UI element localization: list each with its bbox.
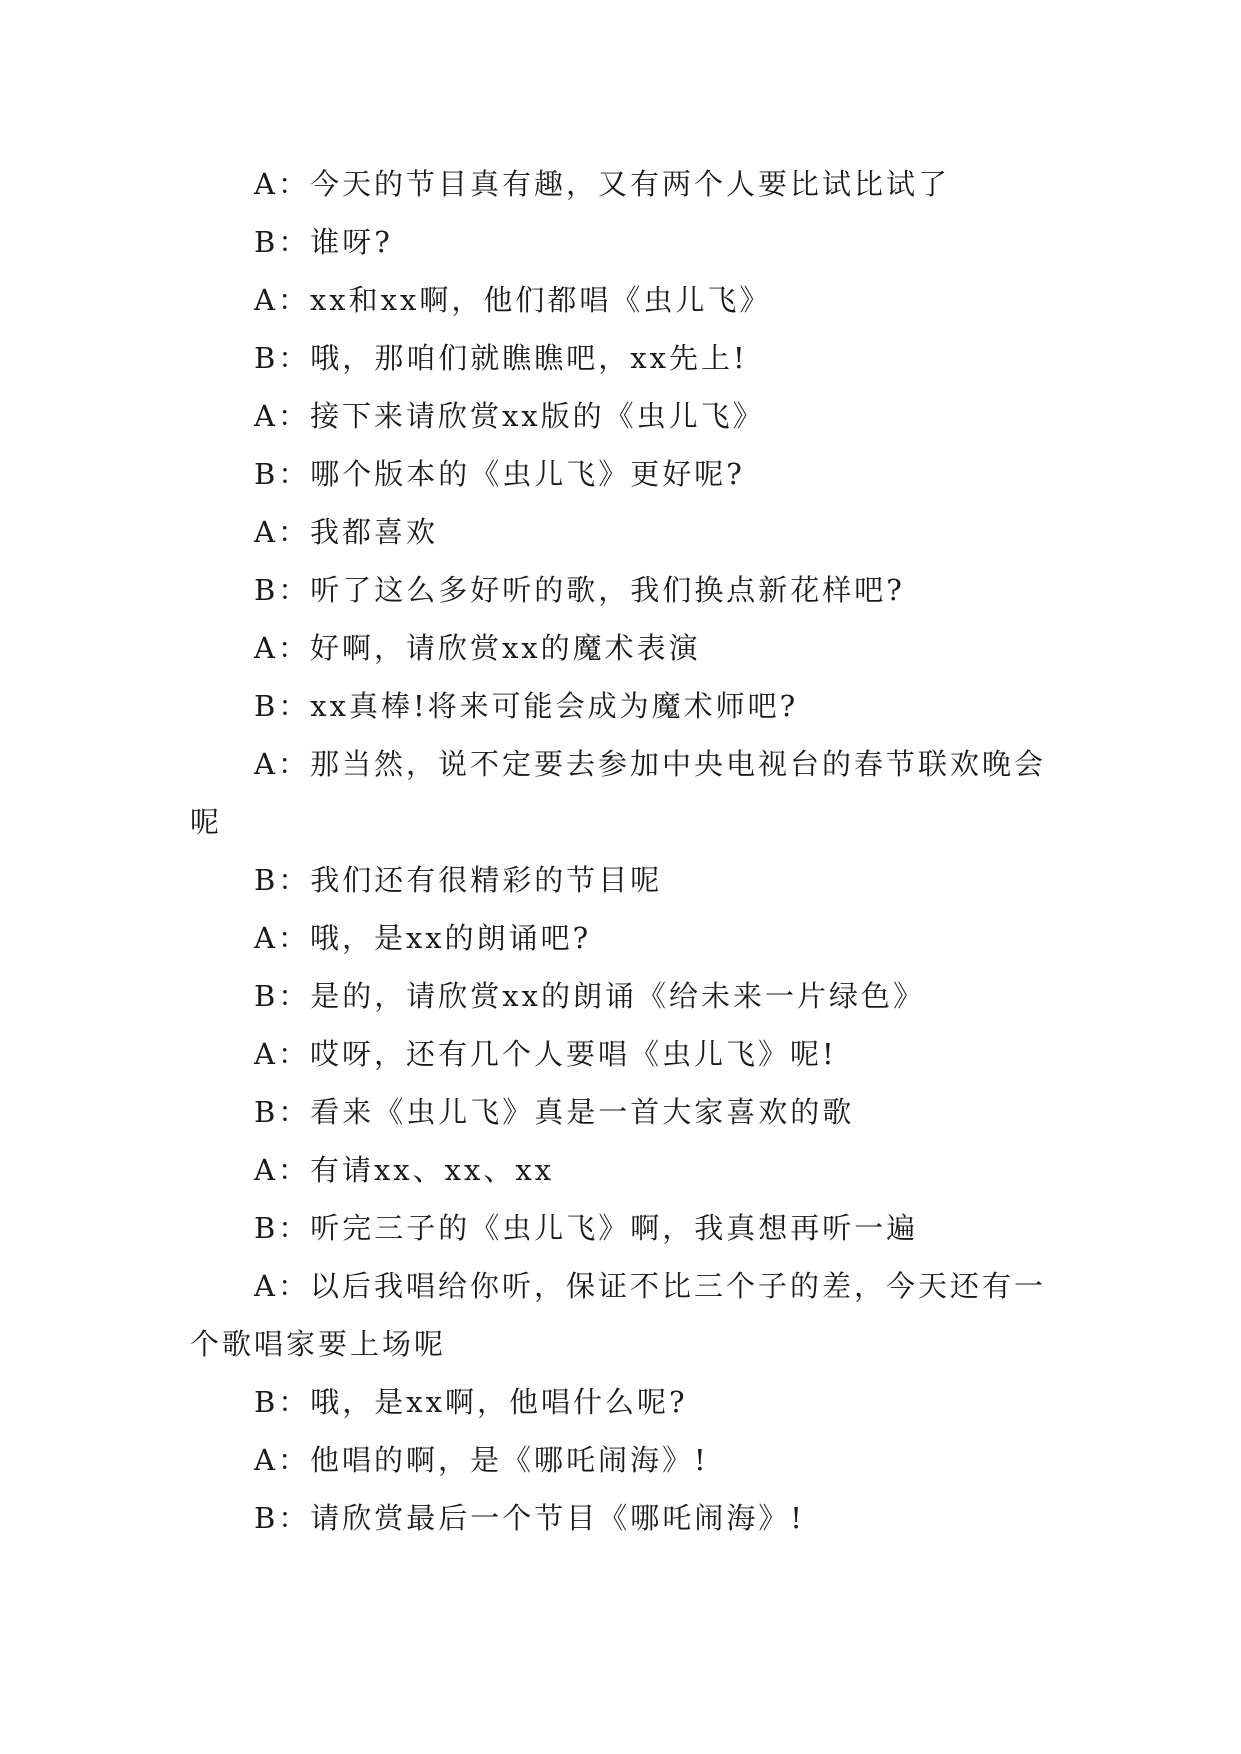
dialogue-line: B：哦，那咱们就瞧瞧吧，xx先上! [254, 341, 748, 375]
dialogue-line: B：看来《虫儿飞》真是一首大家喜欢的歌 [254, 1095, 855, 1129]
dialogue-line: B：哪个版本的《虫儿飞》更好呢? [254, 457, 745, 491]
dialogue-line: A：那当然，说不定要去参加中央电视台的春节联欢晚会呢 [190, 747, 1046, 839]
dialogue-line: B：哦，是xx啊，他唱什么呢? [254, 1385, 688, 1419]
dialogue-line: B：我们还有很精彩的节目呢 [254, 863, 663, 897]
dialogue-line: A：哎呀，还有几个人要唱《虫儿飞》呢! [254, 1037, 837, 1071]
dialogue-line: A：他唱的啊，是《哪吒闹海》! [254, 1443, 709, 1477]
dialogue-line: A：好啊，请欣赏xx的魔术表演 [254, 631, 701, 665]
dialogue-line: A：以后我唱给你听，保证不比三个子的差，今天还有一个歌唱家要上场呢 [190, 1269, 1046, 1361]
dialogue-line: A：接下来请欣赏xx版的《虫儿飞》 [254, 399, 765, 433]
dialogue-line: B：请欣赏最后一个节目《哪吒闹海》! [254, 1501, 805, 1535]
dialogue-line: B：是的，请欣赏xx的朗诵《给未来一片绿色》 [254, 979, 926, 1013]
dialogue-line: A：哦，是xx的朗诵吧? [254, 921, 592, 955]
dialogue-line: A：xx和xx啊，他们都唱《虫儿飞》 [254, 283, 772, 317]
dialogue-text [190, 155, 1050, 1547]
dialogue-line: A：有请xx、xx、xx [254, 1153, 555, 1187]
dialogue-line: B：xx真棒!将来可能会成为魔术师吧? [254, 689, 799, 723]
dialogue-line: A：今天的节目真有趣，又有两个人要比试比试了 [254, 167, 950, 201]
dialogue-line: B：听完三子的《虫儿飞》啊，我真想再听一遍 [254, 1211, 919, 1245]
dialogue-line: A：我都喜欢 [254, 515, 438, 549]
dialogue-line: B：谁呀? [254, 225, 393, 259]
dialogue-line: B：听了这么多好听的歌，我们换点新花样吧? [254, 573, 905, 607]
